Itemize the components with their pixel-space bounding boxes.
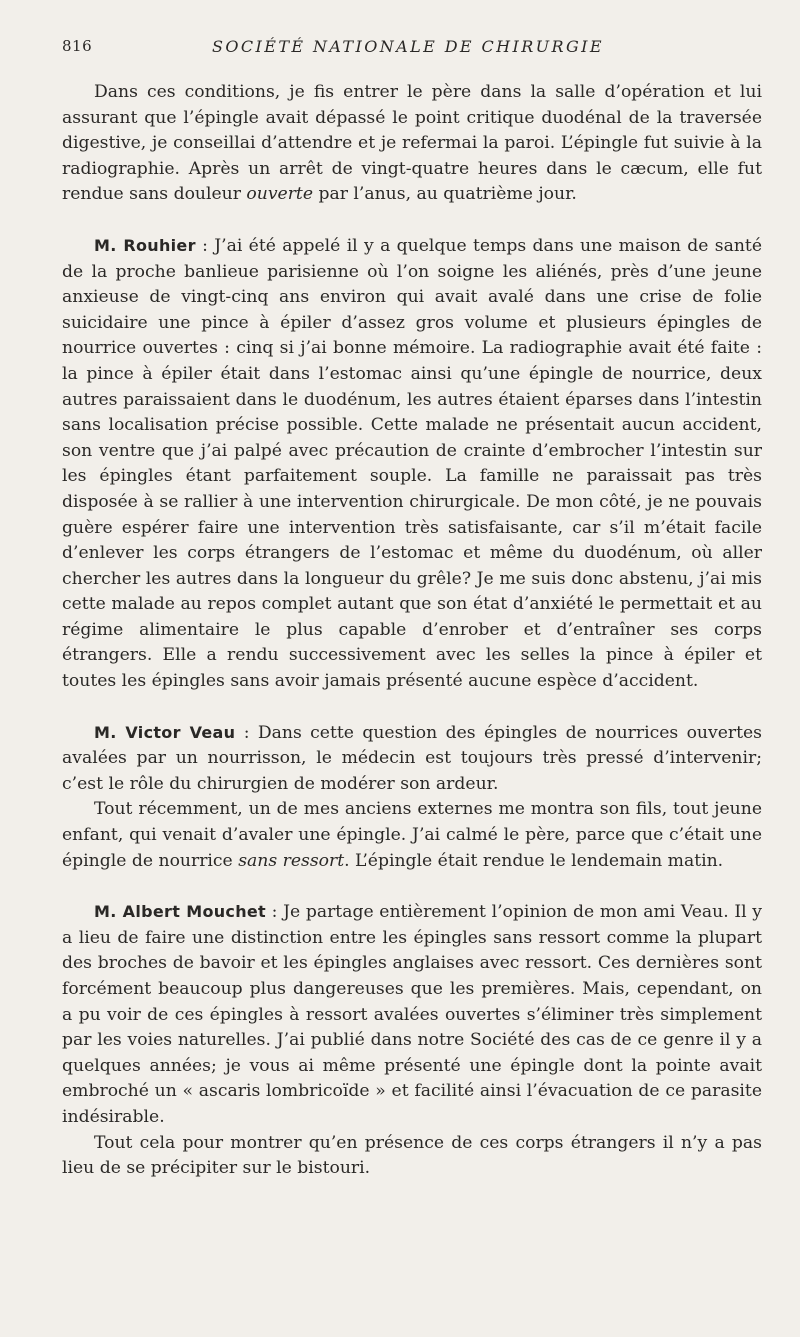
speaker-name: M. Victor Veau xyxy=(94,722,236,742)
running-title: SOCIÉTÉ NATIONALE DE CHIRURGIE xyxy=(212,37,604,56)
paragraph-text: Tout récemment, un de mes anciens externes me montra son fils, tout jeune enfant, qui venait d’avaler une épingle. J’ai calmé le père, parce que c’était une épingle de nourrice xyxy=(62,799,762,871)
paragraph-text: Tout cela pour montrer qu’en présence de ces corps étrangers il n’y a pas lieu de se précipiter sur le bistouri. xyxy=(62,1132,762,1179)
paragraph-text: : Je partage entièrement l’opinion de mon ami Veau. Il y a lieu de faire une distinction entre les épingles sans ressort comme la plupart des broches de bavoir et les épingles anglaises avec ressort. Ces dernières sont forcément beaucoup plus dangereuses que les premières. Mais, cependant, on a pu voir de ces épingles à ressort avalées ouvertes s’éliminer très simplement par les voies naturelles. J’ai publié dans notre Société des cas de ce genre il y a quelques années; je vous ai même présenté une épingle dont la pointe avait embroché un « ascaris lombricoïde » et facilité ainsi l’évacuation de ce parasite indésirable. xyxy=(62,902,762,1127)
article-body xyxy=(62,80,762,1182)
paragraph-text: . L’épingle était rendue le lendemain matin. xyxy=(344,850,724,871)
speaker-name: M. Albert Mouchet xyxy=(94,902,267,922)
page-header xyxy=(62,37,762,63)
paragraph-mouchet-continued xyxy=(62,1131,762,1182)
speaker-name: M. Rouhier xyxy=(94,235,196,255)
paragraph-veau-continued xyxy=(62,797,762,874)
emphasis-text: ouverte xyxy=(246,184,314,205)
page-number: 816 xyxy=(62,37,93,55)
paragraph-text: : J’ai été appelé il y a quelque temps dans une maison de santé de la proche banlieue parisienne où l’on soigne les aliénés, près d’une jeune anxieuse de vingt-cinq ans environ qui avait avalé dans une crise de folie suicidaire une pince à épiler d’assez gros volume et plusieurs épingles de nourrice ouvertes : cinq si j’ai bonne mémoire. La radiographie avait été faite : la pince à épiler était dans l’estomac ainsi qu’une épingle de nourrice, deux autres paraissaient dans le duodénum, les autres étaient éparses dans l’intestin sans localisation précise possible. Cette malade ne présentait aucun accident, son ventre que j’ai palpé avec précaution de crainte d’embrocher l’intestin sur les épingles étant parfaitement souple. La famille ne paraissait pas très disposée à se rallier à une intervention chirurgicale. De mon côté, je ne pouvais guère espérer faire une intervention très satisfaisante, car s’il m’était facile d’enlever les corps étrangers de l’estomac et même du duodénum, où aller chercher les autres dans la longueur du grêle? Je me suis donc abstenu, j’ai mis cette malade au repos complet autant que son état d’anxiété le permettait et au régime alimentaire le plus capable d’enrober et d’entraîner ses corps étrangers. Elle a rendu successivement avec les selles la pince à épiler et toutes les épingles sans avoir jamais présenté aucune espèce d’accident. xyxy=(62,235,762,692)
paragraph-conclusion-case xyxy=(62,80,762,208)
paragraph-mouchet xyxy=(62,899,762,1130)
paragraph-text: Dans ces conditions, je fis entrer le père dans la salle d’opération et lui assurant que l’épingle avait dépassé le point critique duodénal de la traversée digestive, je conseillai d’attendre et je refermai la paroi. L’épingle fut suivie à la radiographie. Après un arrêt de vingt-quatre heures dans le cæcum, elle fut rendue sans douleur xyxy=(62,82,762,205)
paragraph-rouhier xyxy=(62,233,762,695)
paragraph-text: par l’anus, au quatrième jour. xyxy=(313,184,577,205)
paragraph-veau xyxy=(62,720,762,798)
emphasis-text: sans ressort xyxy=(238,850,345,871)
paragraph-text: : Dans cette question des épingles de nourrices ouvertes avalées par un nourrisson, le médecin est toujours très pressé d’intervenir; c’est le rôle du chirurgien de modérer son ardeur. xyxy=(62,722,762,794)
